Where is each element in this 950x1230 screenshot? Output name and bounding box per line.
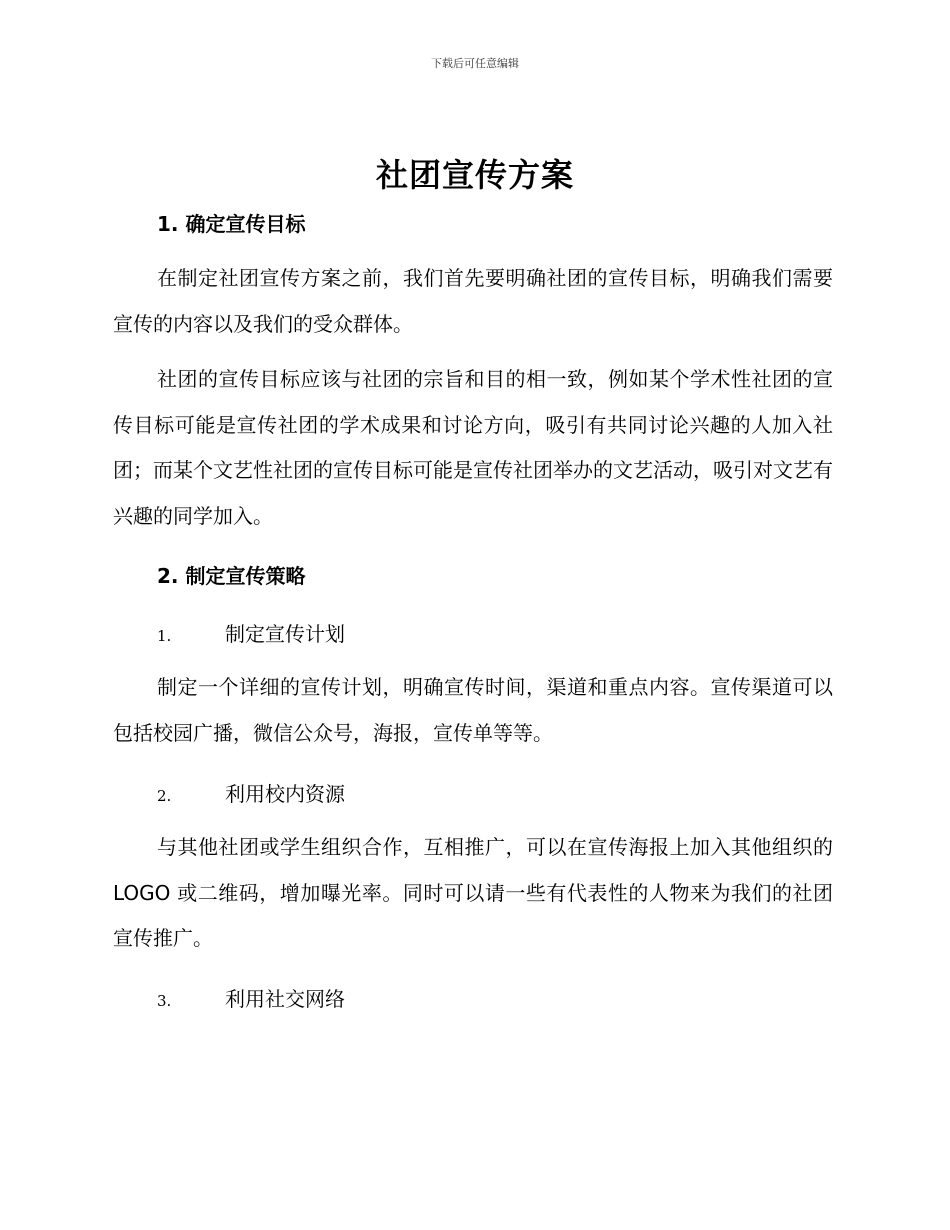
list-number: 1. (157, 627, 172, 645)
list-label: 制定宣传计划 (225, 622, 345, 646)
section-heading-1: 1. 确定宣传目标 (157, 212, 306, 236)
paragraph: 与其他社团或学生组织合作，互相推广，可以在宣传海报上加入其他组织的 LOGO 或二维码，增加曝光率。同时可以请一些有代表性的人物来为我们的社团宣传推广。 (113, 835, 833, 950)
list-item (157, 618, 345, 647)
list-number: 2. (157, 787, 172, 805)
header-note: 下载后可任意编辑 (431, 57, 519, 70)
paragraph: 在制定社团宣传方案之前，我们首先要明确社团的宣传目标，明确我们需要宣传的内容以及我们的受众群体。 (113, 266, 833, 336)
paragraph: 社团的宣传目标应该与社团的宗旨和目的相一致，例如某个学术性社团的宣传目标可能是宣传社团的学术成果和讨论方向，吸引有共同讨论兴趣的人加入社团；而某个文艺性社团的宣传目标可能是宣传社团举办的文艺活动，吸引对文艺有兴趣的同学加入。 (113, 367, 833, 528)
paragraph: 制定一个详细的宣传计划，明确宣传时间，渠道和重点内容。宣传渠道可以包括校园广播，微信公众号，海报，宣传单等等。 (113, 675, 833, 745)
list-label: 利用社交网络 (225, 987, 345, 1011)
list-item (157, 983, 345, 1012)
list-label: 利用校内资源 (225, 782, 345, 806)
list-number: 3. (157, 992, 172, 1010)
section-heading-2: 2. 制定宣传策略 (157, 564, 306, 588)
list-item (157, 778, 345, 807)
document-title: 社团宣传方案 (375, 156, 574, 194)
